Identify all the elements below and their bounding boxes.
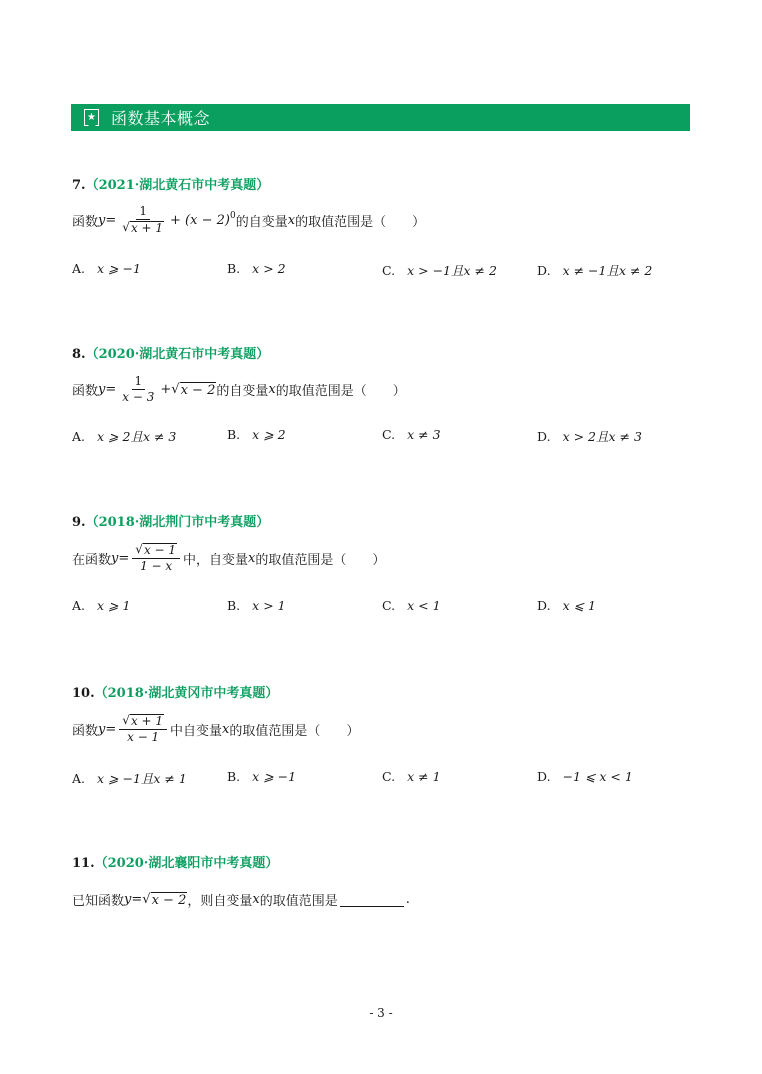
- question-header-9: 9.（2018·湖北荆门市中考真题）: [72, 515, 270, 530]
- option-b[interactable]: B. x > 1: [227, 598, 286, 613]
- option-c[interactable]: C. x < 1: [382, 598, 441, 613]
- option-a[interactable]: A. x ⩾ −1且x ≠ 1: [72, 771, 187, 786]
- question-stem-9: 在函数 y = √ x − 1 1 − x 中，自变量 x 的取值范围是（ ）: [72, 542, 386, 574]
- question-stem-7: 函数 y = 1 √ x + 1 + (x − 2) $^0$ 的自变量 x 的取值范围是（ ）: [72, 204, 426, 236]
- question-stem-8: 函数 y = $\frac{1}{x - 3}$ + √ x − 2 的自变量 x 的取值范围是（ ）: [72, 374, 406, 405]
- fraction: $\frac{1}{x - 3}$: [122, 374, 155, 405]
- star-bookmark-icon: ★: [84, 109, 99, 126]
- square-root: √ x − 2: [142, 891, 187, 908]
- page-number: - 3 -: [369, 1006, 393, 1020]
- question-header-7: 7.（2021·湖北黄石市中考真题）: [72, 178, 270, 193]
- question-source: （2018·湖北黄冈市中考真题）: [94, 686, 279, 701]
- question-source: （2018·湖北荆门市中考真题）: [85, 515, 270, 530]
- section-title: 函数基本概念: [111, 109, 211, 128]
- option-d[interactable]: D. x > 2且x ≠ 3: [537, 429, 642, 444]
- option-d[interactable]: D. −1 ⩽ x < 1: [537, 769, 633, 784]
- question-stem-10: 函数 y = √ x + 1 x − 1 中自变量 x 的取值范围是（ ）: [72, 713, 360, 745]
- option-b[interactable]: B. x ⩾ 2: [227, 427, 286, 442]
- question-header-10: 10.（2018·湖北黄冈市中考真题）: [72, 686, 279, 701]
- question-source: （2020·湖北黄石市中考真题）: [85, 347, 270, 362]
- fraction: √ x + 1 x − 1: [119, 714, 167, 744]
- question-stem-11: 已知函数 y = √ x − 2 ，则自变量 x 的取值范围是 .: [72, 891, 410, 909]
- square-root: √ x − 2: [171, 381, 216, 398]
- question-source: （2020·湖北襄阳市中考真题）: [94, 856, 279, 871]
- question-header-11: 11.（2020·湖北襄阳市中考真题）: [72, 856, 279, 871]
- fraction: 1 √ x + 1: [122, 204, 164, 236]
- option-a[interactable]: A. x ⩾ 2且x ≠ 3: [72, 429, 177, 444]
- option-b[interactable]: B. x > 2: [227, 261, 286, 276]
- option-a[interactable]: A. x ⩾ 1: [72, 598, 131, 613]
- option-d[interactable]: D. x ⩽ 1: [537, 598, 596, 613]
- question-header-8: 8.（2020·湖北黄石市中考真题）: [72, 347, 270, 362]
- option-c[interactable]: C. x ≠ 1: [382, 769, 441, 784]
- option-d[interactable]: D. x ≠ −1且x ≠ 2: [537, 263, 653, 278]
- option-a[interactable]: A. x ⩾ −1: [72, 261, 141, 276]
- question-source: （2021·湖北黄石市中考真题）: [85, 178, 270, 193]
- section-banner: [71, 104, 690, 131]
- option-c[interactable]: C. x > −1且x ≠ 2: [382, 263, 497, 278]
- option-b[interactable]: B. x ⩾ −1: [227, 769, 297, 784]
- option-c[interactable]: C. x ≠ 3: [382, 427, 441, 442]
- fraction: √ x − 1 1 − x: [132, 543, 180, 573]
- answer-blank[interactable]: [340, 892, 404, 907]
